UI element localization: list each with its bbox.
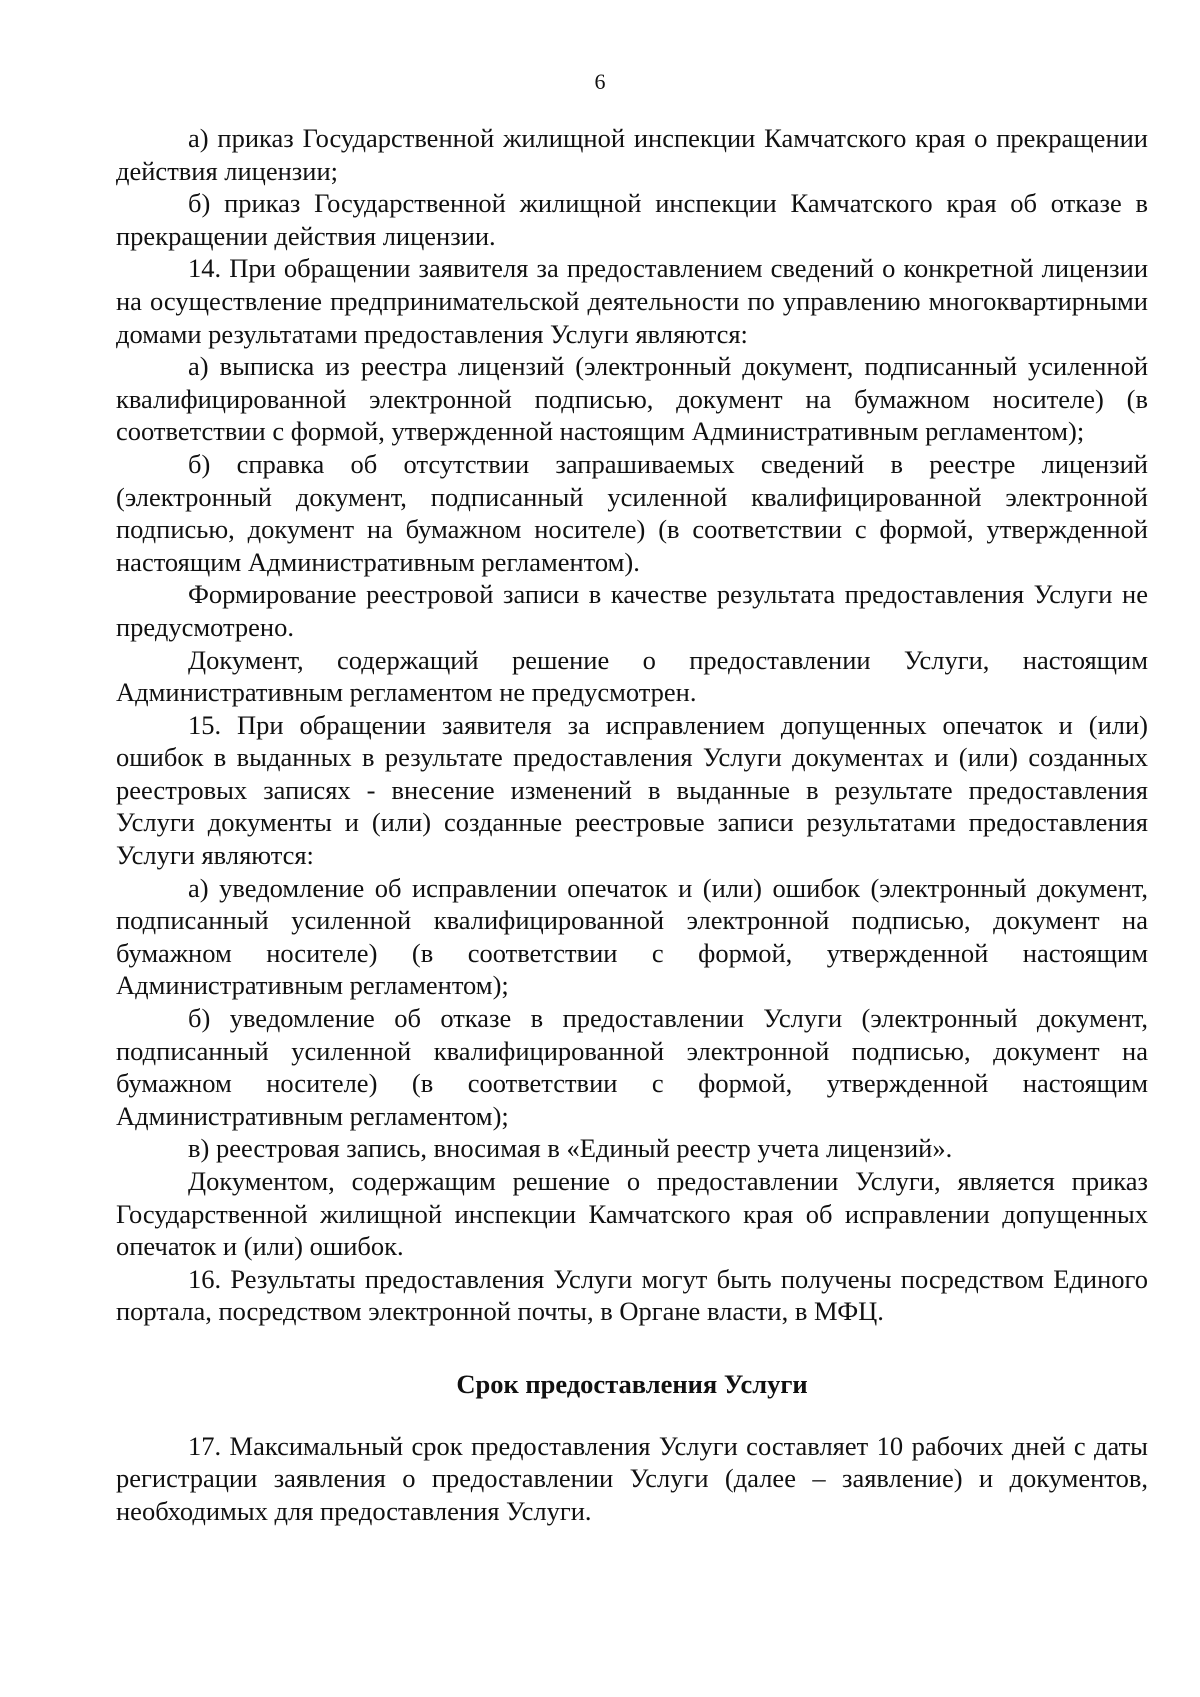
paragraph-13b: б) приказ Государственной жилищной инспекции Камчатского края об отказе в прекращении действия лицензии. bbox=[116, 188, 1148, 251]
paragraph-14a: а) выписка из реестра лицензий (электронный документ, подписанный усиленной квалифицированной электронной подписью, документ на бумажном носителе) (в соответствии с формой, утвержденной настоящим Административным регламентом); bbox=[116, 351, 1148, 447]
paragraph-14: 14. При обращении заявителя за предоставлением сведений о конкретной лицензии на осуществление предпринимательской деятельности по управлению многоквартирными домами результатами предоставления Услуги являются: bbox=[116, 253, 1148, 349]
paragraph-15: 15. При обращении заявителя за исправлением допущенных опечаток и (или) ошибок в выданных в результате предоставления Услуги документах и (или) созданных реестровых записях - внесение изменений в выданные в результате предоставления Услуги документы и (или) созданные реестровые записи результатами предоставления Услуги являются: bbox=[116, 709, 1148, 871]
paragraph-14-decision-note: Документ, содержащий решение о предоставлении Услуги, настоящим Административным регламентом не предусмотрен. bbox=[116, 644, 1148, 708]
paragraph-13a: а) приказ Государственной жилищной инспекции Камчатского края о прекращении действия лицензии; bbox=[116, 123, 1148, 186]
paragraph-15a: а) уведомление об исправлении опечаток и (или) ошибок (электронный документ, подписанный усиленной квалифицированной электронной подписью, документ на бумажном носителе) (в соответствии с формой, утвержденной настоящим Административным регламентом); bbox=[116, 872, 1148, 1001]
paragraph-14-registry-note: Формирование реестровой записи в качестве результата предоставления Услуги не предусмотрено. bbox=[116, 579, 1148, 642]
paragraph-15b: б) уведомление об отказе в предоставлении Услуги (электронный документ, подписанный усиленной квалифицированной электронной подписью, документ на бумажном носителе) (в соответствии с формой, утвержденной настоящим Административным регламентом); bbox=[116, 1003, 1148, 1131]
paragraph-17: 17. Максимальный срок предоставления Услуги составляет 10 рабочих дней с даты регистрации заявления о предоставлении Услуги (далее – заявление) и документов, необходимых для предоставления Услуги. bbox=[116, 1430, 1148, 1526]
paragraph-14b: б) справка об отсутствии запрашиваемых сведений в реестре лицензий (электронный документ, подписанный усиленной квалифицированной электронной подписью, документ на бумажном носителе) (в соответствии с формой, утвержденной настоящим Административным регламентом). bbox=[116, 448, 1148, 577]
page-number: 6 bbox=[594, 69, 606, 94]
section-heading: Срок предоставления Услуги bbox=[456, 1368, 808, 1399]
paragraph-15c: в) реестровая запись, вносимая в «Единый реестр учета лицензий». bbox=[188, 1133, 953, 1164]
paragraph-15-decision-note: Документом, содержащим решение о предоставлении Услуги, является приказ Государственной жилищной инспекции Камчатского края об исправлении допущенных опечаток и (или) ошибок. bbox=[116, 1166, 1148, 1262]
paragraph-16: 16. Результаты предоставления Услуги могут быть получены посредством Единого портала, посредством электронной почты, в Органе власти, в МФЦ. bbox=[116, 1263, 1148, 1327]
document-body bbox=[116, 122, 1148, 1527]
